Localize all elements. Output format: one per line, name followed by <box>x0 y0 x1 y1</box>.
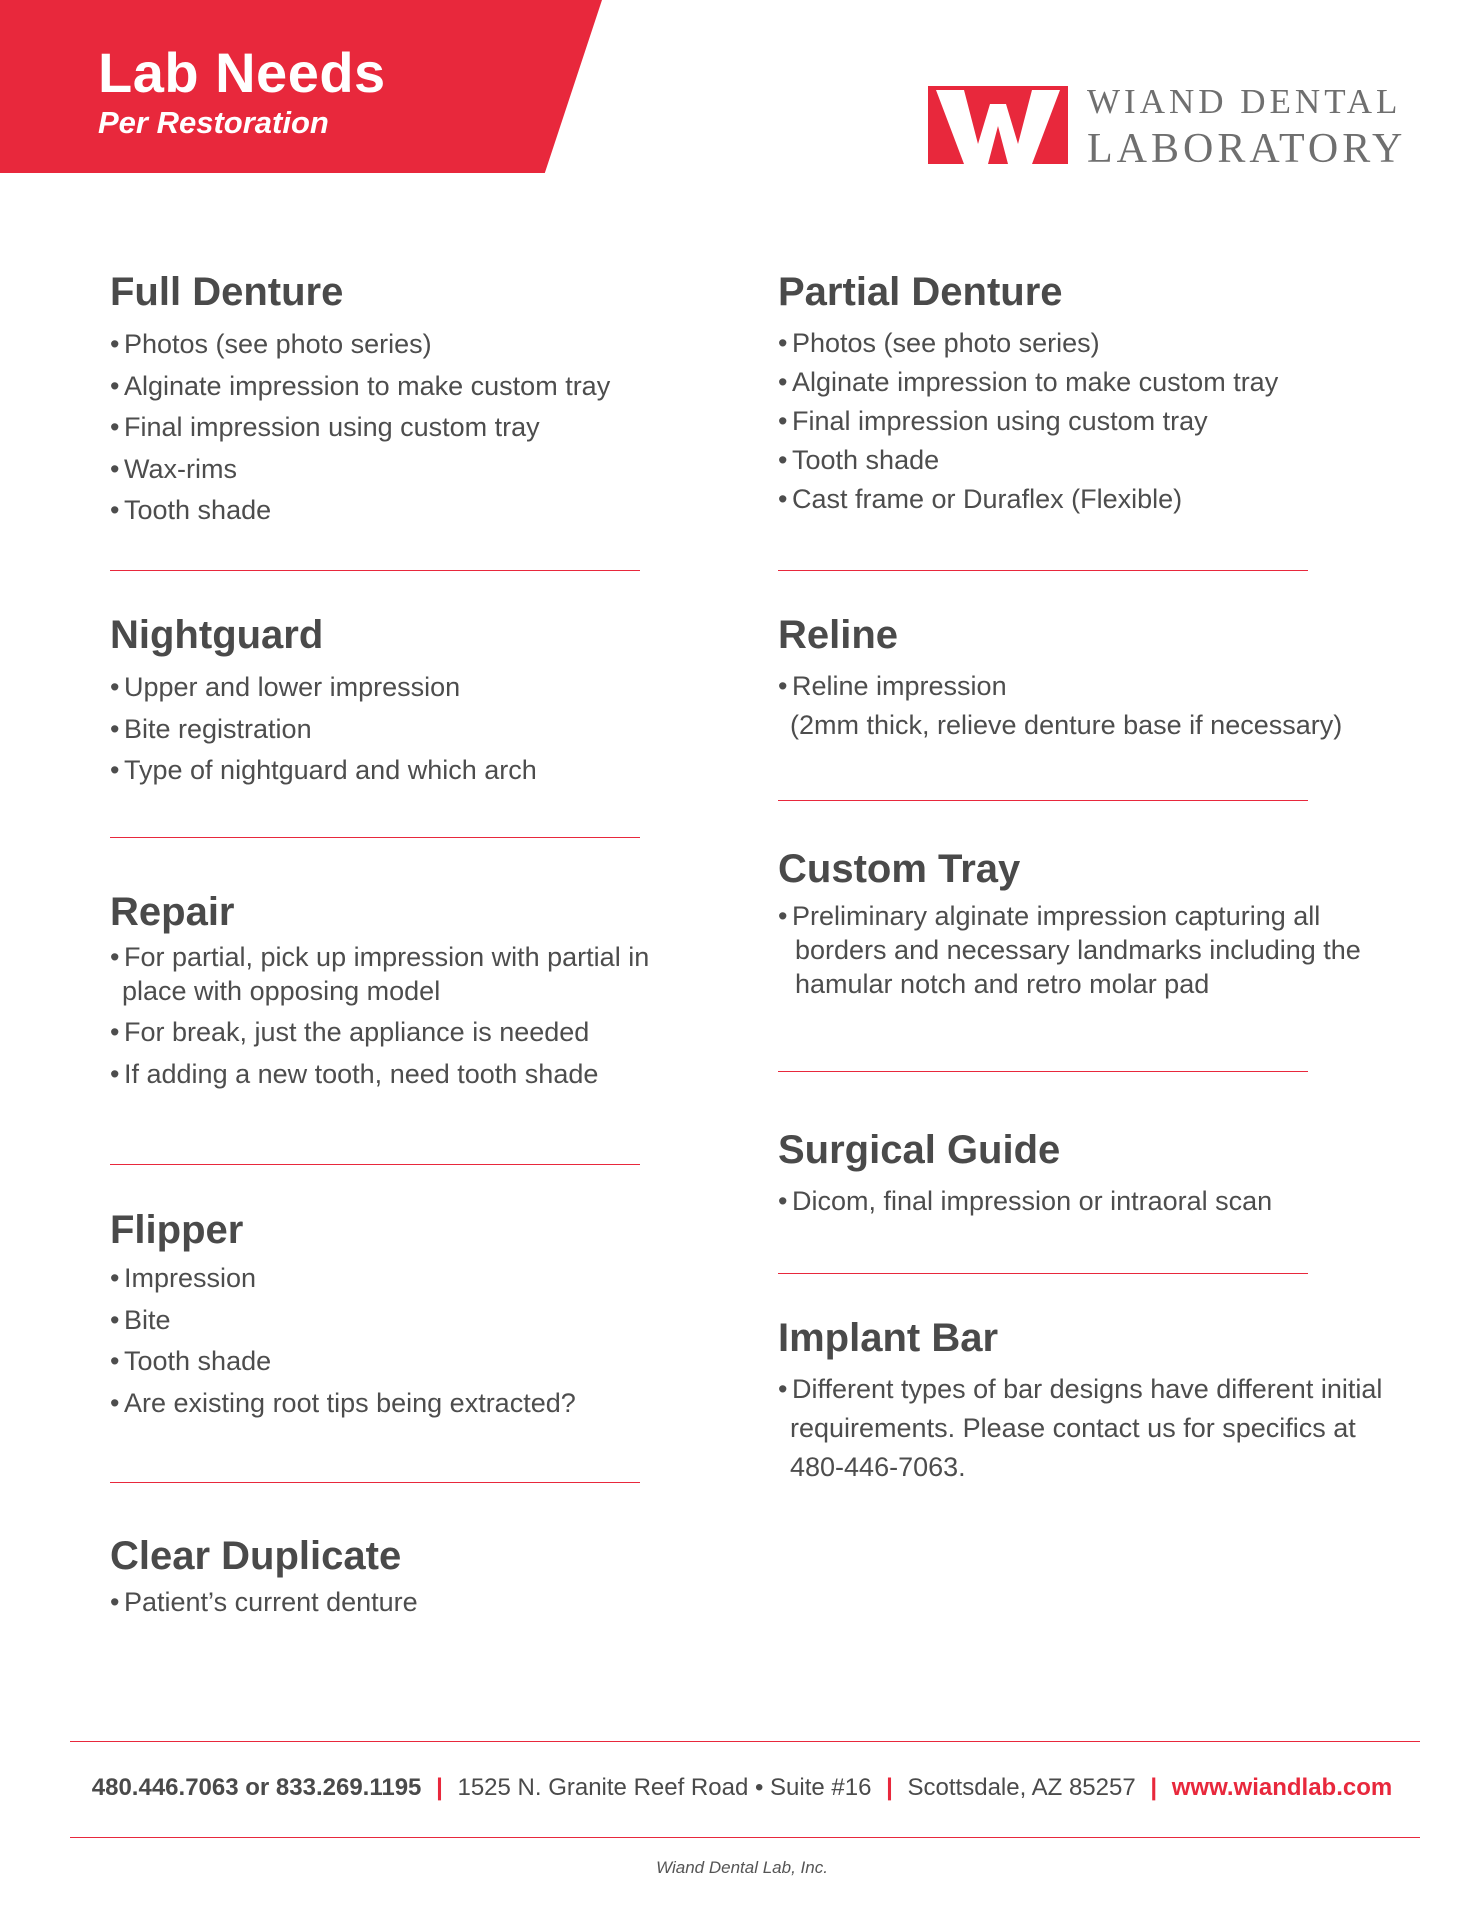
list-item-continuation: hamular notch and retro molar pad <box>795 969 1210 999</box>
list-item: • Bite registration <box>110 709 537 751</box>
list-item: • Cast frame or Duraflex (Flexible) <box>778 480 1278 519</box>
section-custom-tray <box>778 845 1361 1001</box>
divider <box>110 837 640 838</box>
list-item: • Final impression using custom tray <box>778 402 1278 441</box>
section-nightguard <box>110 611 537 792</box>
list-item: • Are existing root tips being extracted? <box>110 1383 576 1425</box>
footer-divider-bottom <box>70 1837 1420 1838</box>
section-clear-duplicate <box>110 1532 418 1624</box>
list-item-continuation: place with opposing model <box>122 976 441 1006</box>
footer-contact <box>0 1774 1484 1802</box>
footer-copyright: Wiand Dental Lab, Inc. <box>656 1858 828 1877</box>
logo-text-line2: LABORATORY <box>1087 126 1407 172</box>
footer-separator: | <box>1150 1774 1158 1801</box>
section-title: Full Denture <box>110 270 344 314</box>
list-item: • Patient’s current denture <box>110 1582 418 1624</box>
divider <box>778 570 1308 571</box>
section-title: Partial Denture <box>778 270 1063 314</box>
section-title: Nightguard <box>110 613 324 657</box>
section-title: Clear Duplicate <box>110 1534 402 1578</box>
section-title: Implant Bar <box>778 1316 999 1360</box>
section-title: Custom Tray <box>778 847 1021 891</box>
list-item: • Alginate impression to make custom tray <box>778 363 1278 402</box>
footer-city: Scottsdale, AZ 85257 <box>907 1774 1136 1801</box>
list-item: • Bite <box>110 1300 576 1342</box>
section-partial-denture <box>778 268 1278 519</box>
list-item-continuation: requirements. Please contact us for specifics at <box>790 1413 1356 1443</box>
page-title: Lab Needs <box>98 41 386 104</box>
section-title: Surgical Guide <box>778 1128 1061 1172</box>
list-item: • Different types of bar designs have different initial <box>778 1370 1382 1409</box>
footer-separator: | <box>436 1774 443 1801</box>
wiand-logo-icon <box>928 86 1068 164</box>
list-item: • Tooth shade <box>110 1341 576 1383</box>
list-item: • Dicom, final impression or intraoral scan <box>778 1182 1272 1221</box>
list-item-note: (2mm thick, relieve denture base if necessary) <box>790 710 1343 740</box>
section-reline <box>778 611 1342 745</box>
divider <box>778 1071 1308 1072</box>
list-item: • Tooth shade <box>778 441 1278 480</box>
list-item: • Final impression using custom tray <box>110 407 610 449</box>
section-full-denture <box>110 268 610 532</box>
list-item: • Impression <box>110 1258 576 1300</box>
page-subtitle: Per Restoration <box>98 105 329 140</box>
divider <box>110 1482 640 1483</box>
list-item <box>110 940 649 974</box>
list-item-text: For partial, pick up impression with partial in <box>124 942 650 972</box>
list-item: • Alginate impression to make custom tray <box>110 366 610 408</box>
list-item: • Reline impression <box>778 667 1342 706</box>
footer-website-link[interactable]: www.wiandlab.com <box>1171 1774 1393 1801</box>
list-item: • Preliminary alginate impression capturing all <box>778 899 1361 933</box>
section-repair <box>110 888 649 1095</box>
section-title: Reline <box>778 613 899 657</box>
section-flipper <box>110 1206 576 1424</box>
divider <box>778 800 1308 801</box>
section-title: Flipper <box>110 1208 244 1252</box>
list-item: • If adding a new tooth, need tooth shade <box>110 1054 649 1096</box>
list-item: • Wax-rims <box>110 449 610 491</box>
section-title: Repair <box>110 890 235 934</box>
footer-address: 1525 N. Granite Reef Road • Suite #16 <box>457 1774 872 1801</box>
divider <box>110 1164 640 1165</box>
footer-phones: 480.446.7063 or 833.269.1195 <box>91 1774 422 1801</box>
section-surgical-guide <box>778 1126 1272 1221</box>
footer-divider-top <box>70 1741 1420 1742</box>
list-item: • Photos (see photo series) <box>110 324 610 366</box>
list-item: • Photos (see photo series) <box>778 324 1278 363</box>
list-item: • Tooth shade <box>110 490 610 532</box>
list-item: • Upper and lower impression <box>110 667 537 709</box>
divider <box>778 1273 1308 1274</box>
list-item: • For break, just the appliance is needed <box>110 1012 649 1054</box>
divider <box>110 570 640 571</box>
list-item-continuation: borders and necessary landmarks including the <box>795 935 1361 965</box>
section-implant-bar <box>778 1314 1382 1487</box>
list-item: • Type of nightguard and which arch <box>110 750 537 792</box>
logo-text-line1: WIAND DENTAL <box>1087 82 1402 121</box>
footer-separator: | <box>886 1774 893 1801</box>
list-item-continuation: 480-446-7063. <box>790 1452 966 1482</box>
